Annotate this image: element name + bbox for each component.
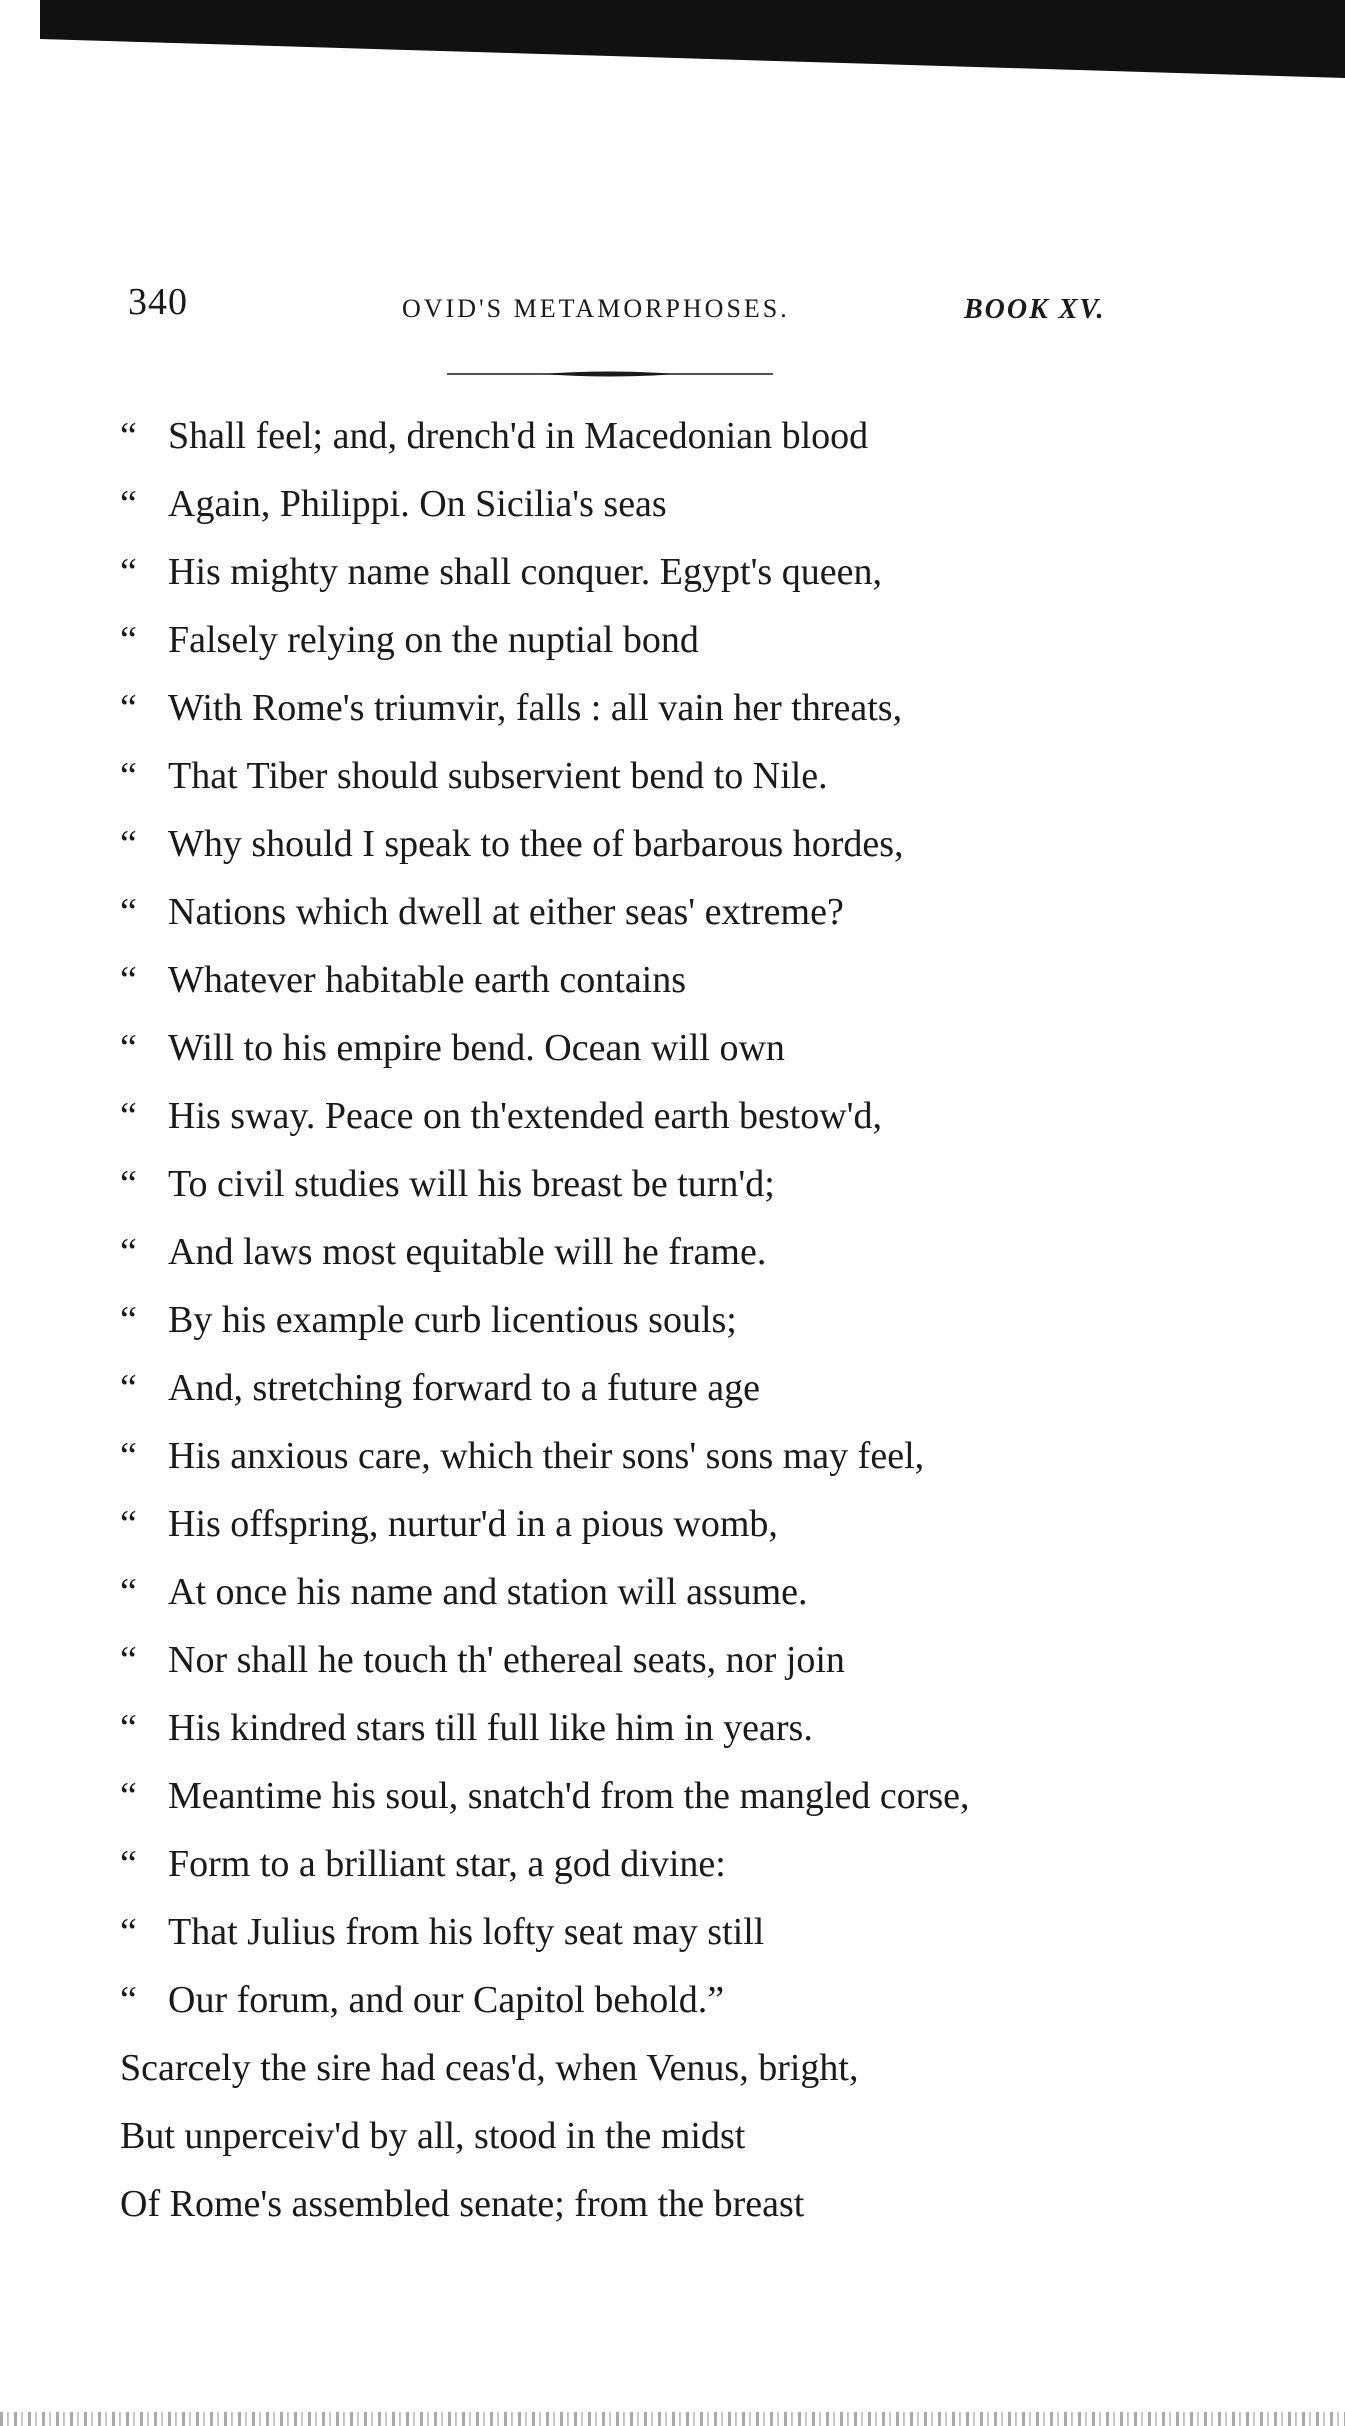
poem-line [120,1354,1120,1422]
opening-quote-mark: “ [120,1231,137,1273]
opening-quote-mark: “ [120,415,137,457]
opening-quote-mark: “ [120,891,137,933]
poem-line [120,2034,1120,2102]
poem-line [120,1422,1120,1490]
opening-quote-mark: “ [120,619,137,661]
poem-line-text: Scarcely the sire had ceas'd, when Venus, bright, [120,2047,859,2089]
poem-line [120,2170,1120,2238]
poem-line-text: Nations which dwell at either seas' extreme? [168,891,844,933]
poem-line-text: His offspring, nurtur'd in a pious womb, [168,1503,778,1545]
poem-line-text: Our forum, and our Capitol behold.” [168,1979,725,2021]
poem-line [120,1898,1120,1966]
opening-quote-mark: “ [120,959,137,1001]
poem-line-text: Again, Philippi. On Sicilia's seas [168,483,667,525]
opening-quote-mark: “ [120,1843,137,1885]
poem-line [120,742,1120,810]
poem-line [120,1762,1120,1830]
poem-line-text: By his example curb licentious souls; [168,1299,737,1341]
poem-line [120,1626,1120,1694]
poem-line-text: Will to his empire bend. Ocean will own [168,1027,785,1069]
poem-line-text: At once his name and station will assume. [168,1571,808,1613]
poem-line-text: His mighty name shall conquer. Egypt's queen, [168,551,882,593]
opening-quote-mark: “ [120,1571,137,1613]
poem-line-text: That Tiber should subservient bend to Nile. [168,755,828,797]
poem-line [120,1490,1120,1558]
opening-quote-mark: “ [120,1435,137,1477]
opening-quote-mark: “ [120,1163,137,1205]
opening-quote-mark: “ [120,1979,137,2021]
poem-line [120,470,1120,538]
poem-text [120,402,1120,2238]
header-ornamental-rule [447,370,773,378]
poem-line-text: Falsely relying on the nuptial bond [168,619,699,661]
poem-line [120,1014,1120,1082]
poem-line-text: His kindred stars till full like him in years. [168,1707,813,1749]
opening-quote-mark: “ [120,1503,137,1545]
poem-line [120,2102,1120,2170]
poem-line-text: Shall feel; and, drench'd in Macedonian blood [168,415,869,457]
poem-line-text: Form to a brilliant star, a god divine: [168,1843,726,1885]
poem-line [120,1830,1120,1898]
page-number: 340 [128,281,188,323]
poem-line-text: And laws most equitable will he frame. [168,1231,767,1273]
opening-quote-mark: “ [120,755,137,797]
poem-line [120,1218,1120,1286]
poem-line-text: Meantime his soul, snatch'd from the mangled corse, [168,1775,970,1817]
poem-line-text: With Rome's triumvir, falls : all vain her threats, [168,687,903,729]
poem-line [120,878,1120,946]
poem-line [120,1966,1120,2034]
poem-line-text: Nor shall he touch th' ethereal seats, nor join [168,1639,845,1681]
poem-line-text: His anxious care, which their sons' sons may feel, [168,1435,925,1477]
poem-line [120,1150,1120,1218]
poem-line [120,1082,1120,1150]
poem-line-text: But unperceiv'd by all, stood in the midst [120,2115,746,2157]
poem-line-text: And, stretching forward to a future age [168,1367,760,1409]
opening-quote-mark: “ [120,551,137,593]
poem-line-text: Whatever habitable earth contains [168,959,687,1001]
opening-quote-mark: “ [120,1367,137,1409]
opening-quote-mark: “ [120,1775,137,1817]
poem-line-text: Of Rome's assembled senate; from the breast [120,2183,805,2225]
opening-quote-mark: “ [120,1639,137,1681]
page-header [120,280,1140,330]
poem-line-text: To civil studies will his breast be turn'd; [168,1163,775,1205]
poem-line-text: Why should I speak to thee of barbarous hordes, [168,823,904,865]
page-top-edge-shadow [40,0,1345,78]
opening-quote-mark: “ [120,1911,137,1953]
opening-quote-mark: “ [120,1299,137,1341]
poem-line [120,674,1120,742]
opening-quote-mark: “ [120,823,137,865]
opening-quote-mark: “ [120,1707,137,1749]
book-label: BOOK XV. [964,294,1106,325]
running-title: OVID'S METAMORPHOSES. [402,294,790,323]
poem-line [120,1286,1120,1354]
poem-line [120,538,1120,606]
opening-quote-mark: “ [120,483,137,525]
poem-line [120,810,1120,878]
poem-line [120,606,1120,674]
poem-line [120,1558,1120,1626]
opening-quote-mark: “ [120,687,137,729]
poem-line-text: His sway. Peace on th'extended earth bestow'd, [168,1095,883,1137]
opening-quote-mark: “ [120,1027,137,1069]
poem-line-text: That Julius from his lofty seat may still [168,1911,765,1953]
poem-line [120,946,1120,1014]
opening-quote-mark: “ [120,1095,137,1137]
poem-line [120,1694,1120,1762]
page-bottom-edge [0,2412,1345,2426]
poem-line [120,402,1120,470]
